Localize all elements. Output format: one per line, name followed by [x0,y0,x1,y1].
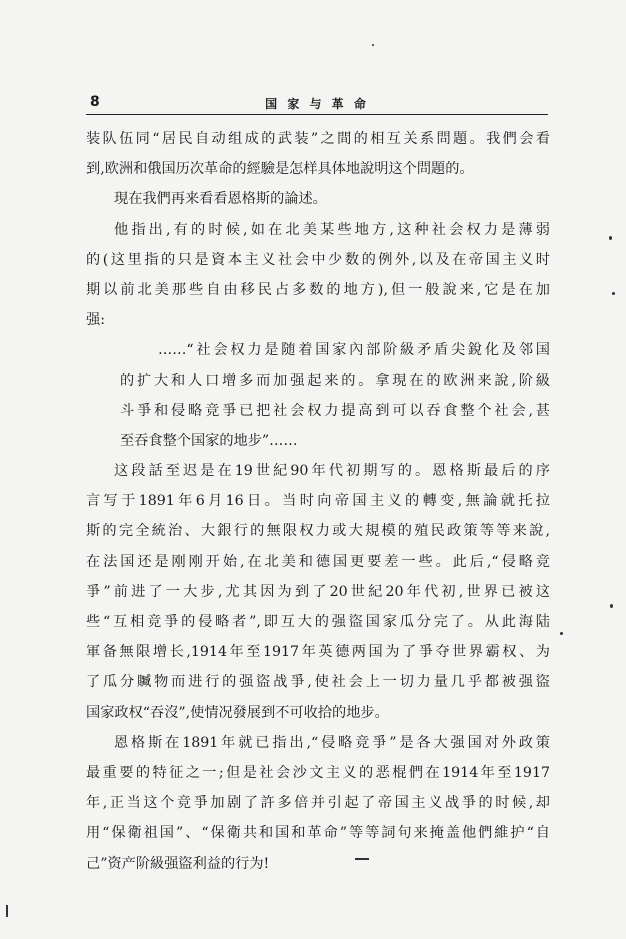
text-line: 斯的完全統治、大銀行的無限权力或大規模的殖民政策等等来說, [86,523,550,540]
scan-speck [610,604,613,608]
text-line: 現在我們再来看看恩格斯的論述。 [114,191,327,208]
scan-speck [612,292,615,295]
quote-line: 的扩大和人口增多而加强起来的。拿現在的欧洲来說,阶級 [120,372,550,389]
text-line: 言写于1891年6月16日。当时向帝国主义的轉变,無論就托拉 [86,493,550,510]
quote-line: ……“社会权力是随着国家內部阶級矛盾尖銳化及邻国 [158,342,550,359]
text-line: 軍备無限增长,1914年至1917年英德两国为了爭夺世界霸权、为 [86,644,550,661]
quote-line: 至吞食整个国家的地步”…… [120,432,298,449]
text-line: 期以前北美那些自由移民占多数的地方),但一般說来,它是在加 [86,281,550,298]
paragraph [86,215,550,336]
text-line: 爭”前进了一大步,尤其因为到了20世紀20年代初,世界已被这 [86,583,550,600]
text-line: 用“保衛祖国”、“保衛共和国和革命”等等詞句来掩盖他們維护“自 [86,825,550,842]
page-number: 8 [90,94,100,110]
text-line: 国家政权“吞沒”,使情况發展到不可收拾的地步。 [86,704,389,721]
text-line: 在法国还是刚刚开始,在北美和德国更要差一些。此后,“侵略竞 [86,553,550,570]
scan-speck [372,44,374,46]
text-line: 装队伍同“居民自动组成的武装”之間的相互关系問題。我們会看 [86,131,550,147]
text-line: 己”资产阶級强盜利益的行为! [86,855,270,872]
paragraph-continuation [86,124,550,184]
paragraph [86,456,550,728]
text-line: 些“互相竞爭的侵略者”,即互大的强盜国家瓜分完了。从此海陆 [86,614,550,630]
paragraph [86,184,550,214]
scan-speck [560,632,563,635]
quote-line: 斗爭和侵略竞爭已把社会权力提高到可以吞食整个社会,甚 [120,402,550,419]
text-line: 了瓜分贓物而进行的强盜战爭,使社会上一切力量几乎都被强盜 [86,674,550,691]
text-line: 最重要的特征之一;但是社会沙文主义的恶棍們在1914年至1917 [86,764,550,781]
scan-speck [6,905,8,917]
scan-speck [355,858,369,860]
text-line: 到,欧洲和俄国历次革命的經驗是怎样具体地說明这个問題的。 [86,161,474,178]
running-title: 国 家 与 革 命 [265,97,369,111]
text-line: 强: [86,312,105,329]
text-line: 这段話至迟是在19世紀90年代初期写的。恩格斯最后的序 [114,463,550,480]
text-line: 的(这里指的只是資本主义社会中少数的例外,以及在帝国主义时 [86,251,550,268]
block-quote [86,335,550,456]
text-line: 恩格斯在1891年就已指出,“侵略竞爭”是各大强国对外政策 [114,734,550,751]
body-text [86,124,550,879]
text-line: 他指出,有的时候,如在北美某些地方,这种社会权力是薄弱 [114,221,550,238]
page-header [86,92,548,115]
text-line: 年,正当这个竞爭加剧了許多倍并引起了帝国主义战爭的时候,却 [86,795,550,812]
scan-speck [609,236,612,240]
paragraph [86,728,550,879]
